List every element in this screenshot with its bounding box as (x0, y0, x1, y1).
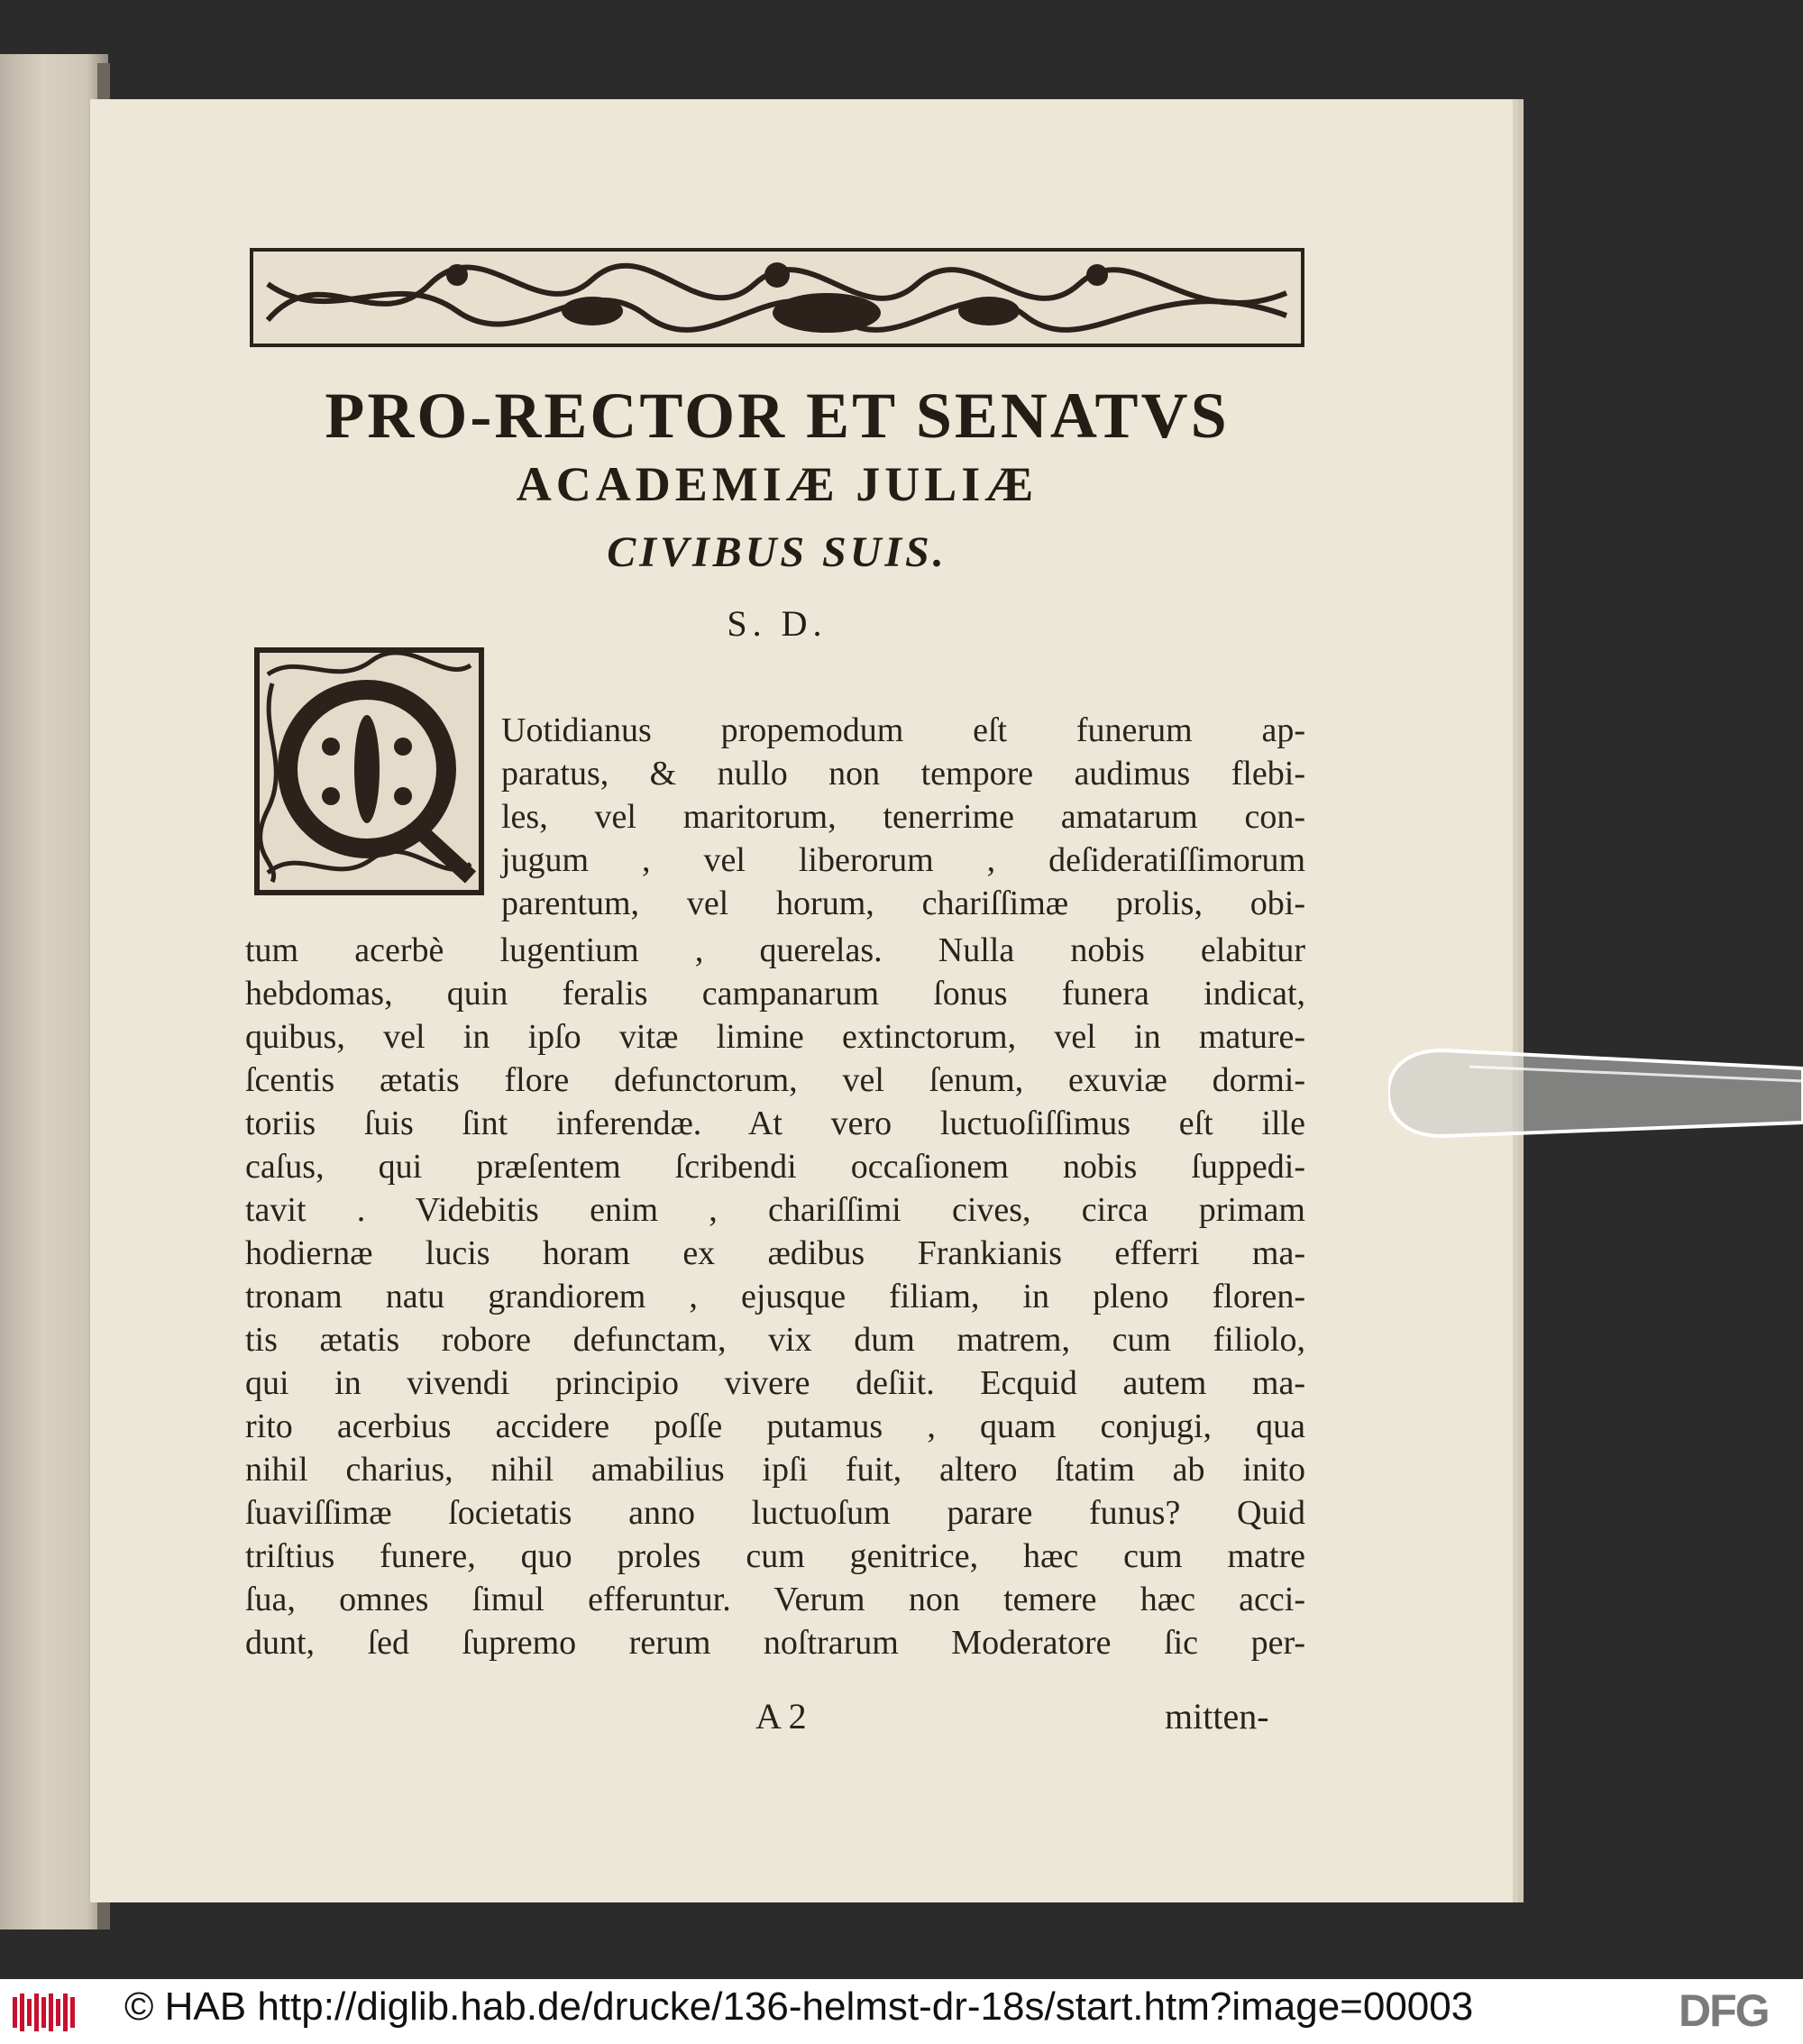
text-line: dunt, ſed ſupremo rerum noſtrarum Moderatore ſic per- (245, 1624, 1305, 1662)
hab-logo-icon (11, 1992, 78, 2033)
text-line: ſcentis ætatis flore defunctorum, vel ſenum, exuviæ dormi- (245, 1061, 1305, 1099)
text-line: hebdomas, quin feralis campanarum ſonus funera indicat, (245, 975, 1305, 1013)
text-line: quibus, vel in ipſo vitæ limine extinctorum, vel in mature- (245, 1018, 1305, 1056)
text-line: jugum , vel liberorum , deſideratiſſimorum (501, 841, 1305, 879)
salutation: S. D. (727, 603, 828, 644)
title-line-2: ACADEMIÆ JULIÆ (516, 457, 1039, 511)
text-line: ſua, omnes ſimul efferuntur. Verum non temere hæc acci- (245, 1581, 1305, 1618)
text-line: Uotidianus propemodum eſt funerum ap- (501, 711, 1305, 749)
text-line: hodiernæ lucis horam ex ædibus Frankianis efferri ma- (245, 1234, 1305, 1272)
text-line: caſus, qui præſentem ſcribendi occaſionem nobis ſuppedi- (245, 1148, 1305, 1186)
copyright-link[interactable]: © HAB http://diglib.hab.de/drucke/136-helmst-dr-18s/start.htm?image=00003 (124, 1984, 1474, 2029)
page-holder-clip-icon (1388, 1041, 1803, 1145)
text-line: tis ætatis robore defunctam, vix dum matrem, cum filiolo, (245, 1321, 1305, 1359)
text-line: nihil charius, nihil amabilius ipſi fuit, altero ſtatim ab inito (245, 1451, 1305, 1489)
text-line: parentum, vel horum, chariſſimæ prolis, obi- (501, 885, 1305, 922)
text-line: triſtius funere, quo proles cum genitrice, hæc cum matre (245, 1537, 1305, 1575)
text-line: tum acerbè lugentium , querelas. Nulla nobis elabitur (245, 931, 1305, 969)
decorated-initial-q-icon (254, 647, 484, 895)
text-line: rito acerbius accidere poſſe putamus , quam conjugi, qua (245, 1407, 1305, 1445)
text-line: tavit . Videbitis enim , chariſſimi cives, circa primam (245, 1191, 1305, 1229)
text-line: les, vel maritorum, tenerrime amatarum con- (501, 798, 1305, 836)
text-line: paratus, & nullo non tempore audimus flebi- (501, 755, 1305, 793)
catchword: mitten- (1165, 1696, 1269, 1737)
title-line-1: PRO-RECTOR ET SENATVS (325, 380, 1230, 452)
text-line: ſuaviſſimæ ſocietatis anno luctuoſum parare funus? Quid (245, 1494, 1305, 1532)
viewer-footer (0, 1979, 1803, 2044)
title-line-3: CIVIBUS SUIS. (607, 528, 947, 576)
text-line: qui in vivendi principio vivere deſiit. Ecquid autem ma- (245, 1364, 1305, 1402)
text-line: tronam natu grandiorem , ejusque filiam, in pleno floren- (245, 1278, 1305, 1315)
dfg-logo: DFG (1679, 1985, 1769, 2036)
text-line: toriis ſuis ſint inferendæ. At vero luctuoſiſſimus eſt ille (245, 1104, 1305, 1142)
signature-mark: A 2 (755, 1696, 807, 1737)
header-ornament-icon (250, 248, 1304, 347)
